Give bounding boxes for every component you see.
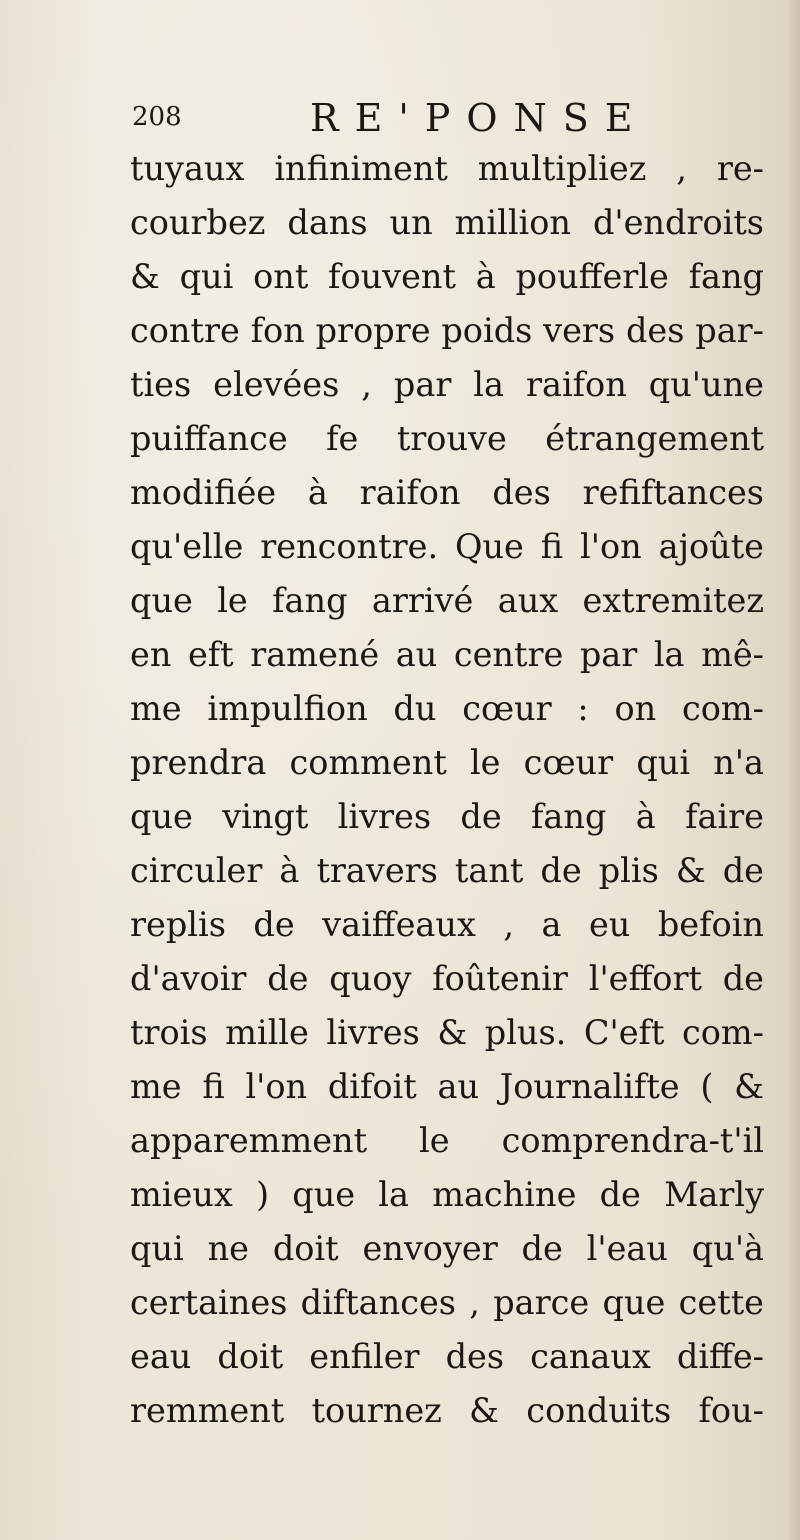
text-line: eau doit enfiler des canaux diffe- [130, 1337, 764, 1376]
text-line: circuler à travers tant de plis & de [130, 851, 764, 890]
text-line: que le fang arrivé aux extremitez [130, 581, 764, 620]
text-line: d'avoir de quoy foûtenir l'effort de [130, 959, 764, 998]
text-line: certaines diftances , parce que cette [130, 1283, 764, 1322]
body-text [130, 142, 764, 1438]
text-line: en eft ramené au centre par la mê- [130, 635, 764, 674]
text-line: trois mille livres & plus. C'eft com- [130, 1013, 764, 1052]
text-line: qui ne doit envoyer de l'eau qu'à [130, 1229, 764, 1268]
text-line: prendra comment le cœur qui n'a [130, 743, 764, 782]
text-line: modifiée à raifon des refiftances [130, 473, 764, 512]
text-line: que vingt livres de fang à faire [130, 797, 764, 836]
text-line: qu'elle rencontre. Que fi l'on ajoûte [130, 527, 764, 566]
text-line: courbez dans un million d'endroits [130, 203, 764, 242]
text-line: puiffance fe trouve étrangement [130, 419, 764, 458]
text-line: ties elevées , par la raifon qu'une [130, 365, 764, 404]
page-number: 208 [132, 102, 182, 132]
text-line: me fi l'on difoit au Journalifte ( & [130, 1067, 764, 1106]
text-line: & qui ont fouvent à poufferle fang [130, 257, 764, 296]
text-line: mieux ) que la machine de Marly [130, 1175, 764, 1214]
page-header [130, 96, 750, 140]
text-line: remment tournez & conduits fou- [130, 1391, 764, 1430]
running-head: RE'PONSE [310, 96, 649, 140]
text-line: tuyaux infiniment multipliez , re- [130, 149, 764, 188]
text-line: replis de vaiffeaux , a eu befoin [130, 905, 764, 944]
text-line: me impulfion du cœur : on com- [130, 689, 764, 728]
text-line: apparemment le comprendra-t'il [130, 1121, 764, 1160]
text-line: contre fon propre poids vers des par- [130, 311, 764, 350]
page-gutter-shadow [786, 0, 800, 1540]
